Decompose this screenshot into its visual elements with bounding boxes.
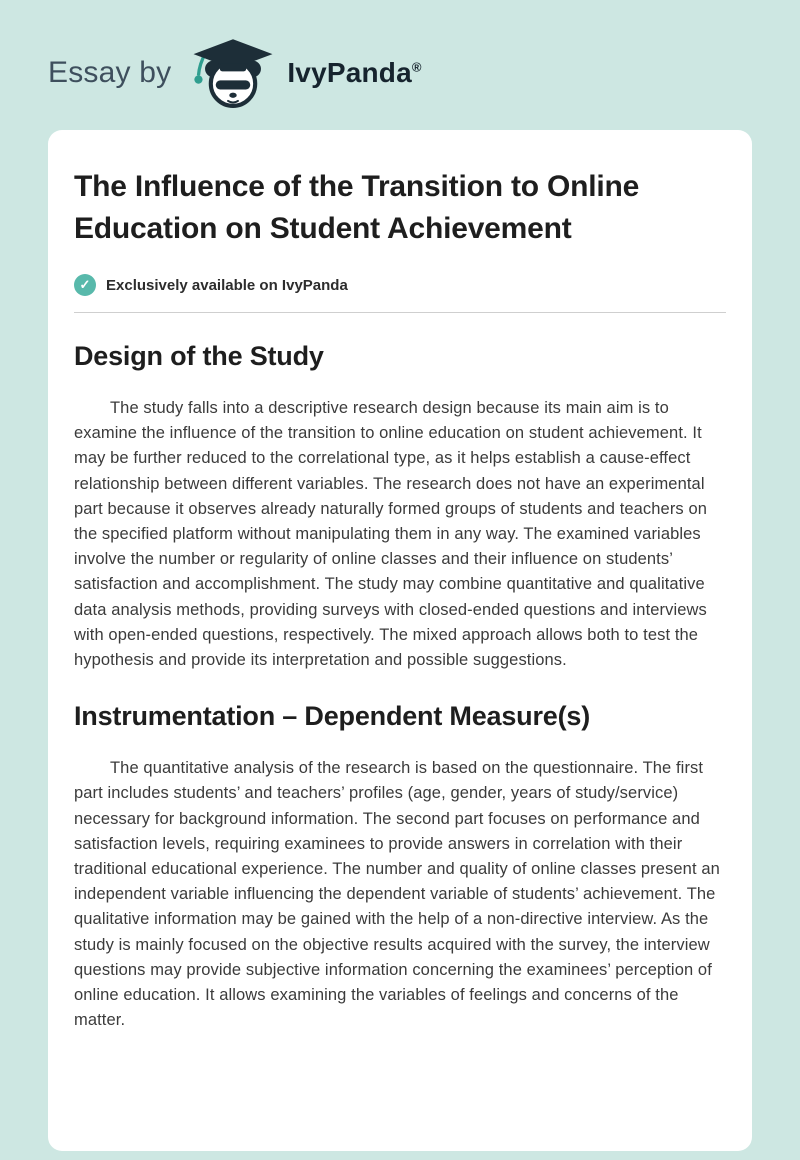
section-heading: Design of the Study (74, 341, 324, 371)
essay-title: The Influence of the Transition to Online Education on Student Achievement (74, 170, 640, 245)
essay-by-text: Essay by (48, 56, 172, 89)
registered-mark: ® (411, 59, 422, 75)
panda-graduate-icon (187, 36, 279, 110)
section-paragraph: The study falls into a descriptive research design because its main aim is to examine the influence of the transition to online education on student achievement. It may be further reduced to the correlational type, as it helps establish a cause-effect relationship between different variables. The research does not have an experimental part because it observes already naturally formed groups of students and teachers on the specified platform without manipulating them in any way. The examined variables involve the number or regularity of online classes and their influence on students’ satisfaction and accomplishment. The study may combine quantitative and qualitative data analysis methods, providing surveys with closed-ended questions and interviews with open-ended questions, respectively. The mixed approach allows both to test the hypothesis and provide its interpretation and possible suggestions. (74, 399, 708, 670)
section-instrumentation (74, 701, 726, 1033)
check-icon: ✓ (74, 274, 96, 296)
ivypanda-logo[interactable] (187, 36, 279, 110)
brand-text: IvyPanda (287, 57, 412, 88)
site-header (0, 0, 800, 118)
divider (74, 312, 726, 313)
essay-card (48, 130, 752, 1151)
section-heading: Instrumentation – Dependent Measure(s) (74, 701, 590, 732)
section-paragraph: The quantitative analysis of the research is based on the questionnaire. The first part includes students’ and teachers’ profiles (age, gender, years of study/service) necessary for background information. The second part focuses on performance and satisfaction levels, requiring examinees to provide answers in correlation with their traditional educational experience. The number and quality of online classes present an independent variable influencing the dependent variable of students’ achievement. The qualitative information may be gained with the help of a non-directive interview. As the study is mainly focused on the objective results acquired with the survey, the interview questions may provide subjective information concerning the examinees’ perception of online education. It allows examining the variables of feelings and concerns of the matter. (74, 759, 720, 1030)
section-design-of-the-study (74, 341, 726, 673)
availability-badge-label: Exclusively available on IvyPanda (106, 276, 348, 294)
brand-name[interactable] (287, 57, 421, 89)
availability-badge (74, 274, 726, 296)
